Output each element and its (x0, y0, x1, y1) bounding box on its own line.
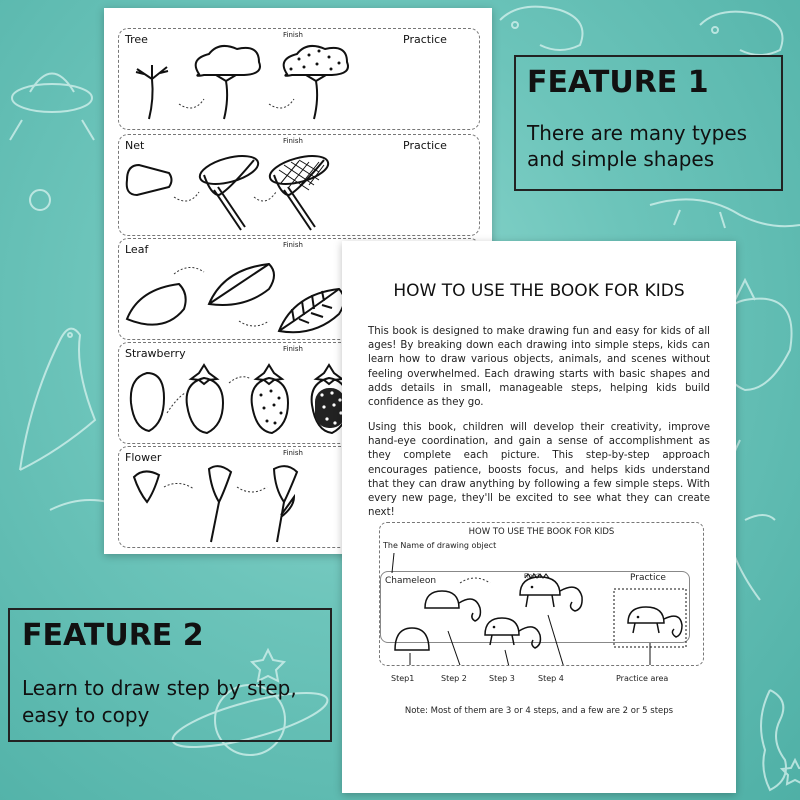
step-2-label: Step 2 (441, 674, 467, 683)
row-name: Tree (125, 33, 148, 46)
tree-steps-illustration (119, 29, 479, 129)
diagram-title: HOW TO USE THE BOOK FOR KIDS (468, 527, 615, 537)
feature-2-text-line2: easy to copy (22, 703, 150, 727)
finish-label: Finish (283, 449, 303, 457)
practice-label: Practice (403, 139, 447, 152)
finish-label: Finish (524, 573, 542, 580)
page-title: HOW TO USE THE BOOK FOR KIDS (393, 281, 685, 301)
step-3-label: Step 3 (489, 674, 515, 683)
drawing-row-tree (118, 28, 480, 130)
practice-area-label: Practice area (616, 674, 669, 683)
row-name: Net (125, 139, 145, 152)
finish-label: Finish (283, 31, 303, 39)
drawing-row-net (118, 134, 480, 236)
net-steps-illustration (119, 135, 479, 235)
steps-note: Note: Most of them are 3 or 4 steps, and a few are 2 or 5 steps (404, 706, 674, 716)
feature-2-title: FEATURE 2 (22, 618, 204, 653)
feature-1-text-line2: and simple shapes (527, 147, 715, 171)
step-4-label: Step 4 (538, 674, 564, 683)
row-name: Flower (125, 451, 162, 464)
chameleon-steps-illustration (380, 523, 703, 665)
feature-2-text-line1: Learn to draw step by step, (22, 676, 297, 700)
chameleon-doodle-icon (700, 12, 783, 55)
feature-1-text-line1: There are many types (527, 121, 748, 145)
feature-2-callout (8, 608, 332, 742)
chameleon-doodle-icon (500, 7, 583, 50)
name-of-object-label: The Name of drawing object (383, 541, 497, 550)
seal-doodle-icon (20, 329, 95, 470)
ufo-doodle-icon (10, 74, 94, 141)
feature-1-callout (514, 55, 783, 191)
practice-label: Practice (403, 33, 447, 46)
row-name: Leaf (125, 243, 149, 256)
how-to-diagram (379, 522, 704, 666)
intro-paragraph: This book is designed to make drawing fun and easy for kids of all ages! By breaking down each drawing into simple steps, kids can learn how to draw various objects, animals, and scenes without feeling overwhelmed. Each drawing starts with basic shapes and adds details in small, manageable steps, helping kids build confidence as they go. (368, 326, 710, 409)
finish-label: Finish (283, 241, 303, 249)
instructions-page (342, 241, 736, 793)
feature-1-title: FEATURE 1 (527, 65, 709, 100)
step-1-label: Step1 (391, 674, 415, 683)
finish-label: Finish (283, 137, 303, 145)
seahorse-doodle-icon (761, 690, 786, 790)
practice-label: Practice (630, 573, 666, 583)
row-name: Strawberry (125, 347, 186, 360)
finish-label: Finish (283, 345, 303, 353)
object-name-label: Chameleon (385, 576, 437, 586)
benefits-paragraph: Using this book, children will develop their creativity, improve hand-eye coordination, and gain a sense of accomplishment as they complete each picture. This step-by-step approach encourages patience, boosts focus, and helps kids understand that they can draw anything by following a few simple steps. With every new page, they'll be excited to see what they can create next! (368, 422, 710, 519)
lizard-doodle-icon (650, 199, 800, 228)
